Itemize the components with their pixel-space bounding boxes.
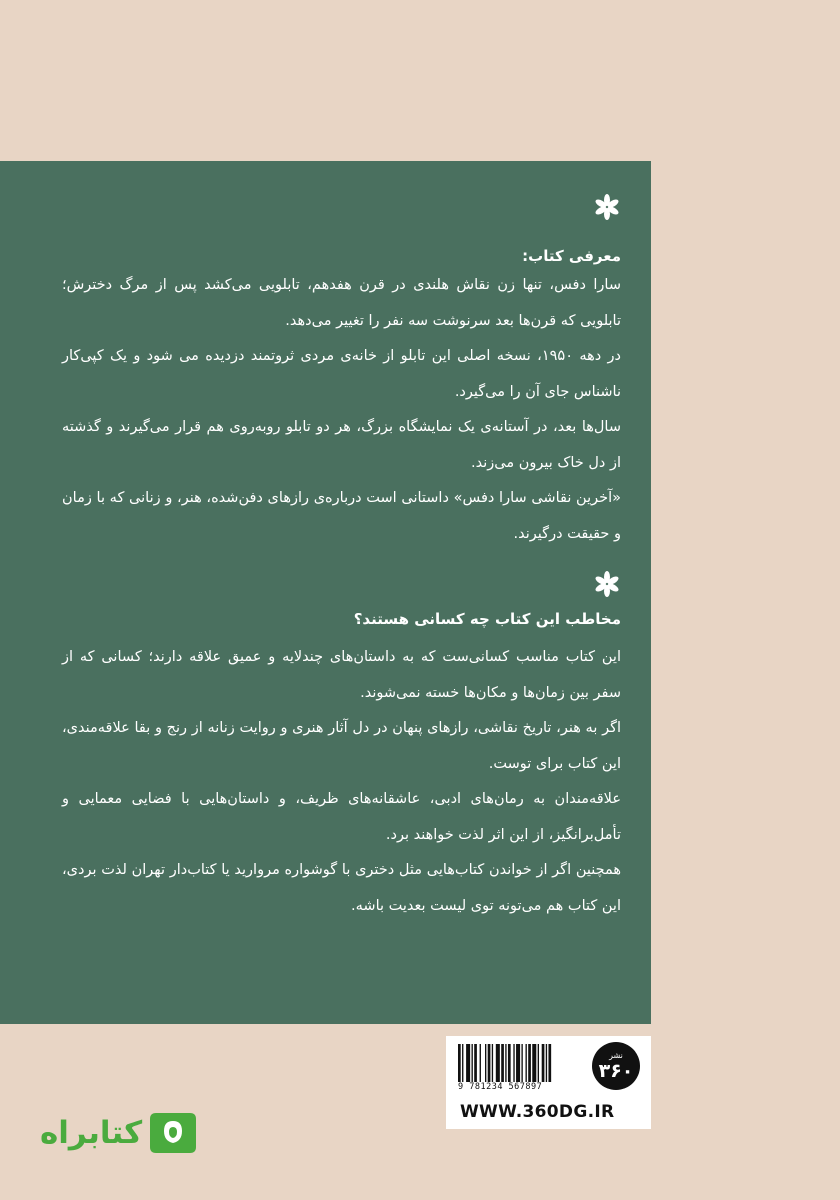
barcode-box [446,1036,651,1129]
barcode-bar [458,1044,461,1082]
publisher-logo-number: ۳۶۰ [598,1060,634,1082]
barcode-bar [488,1044,491,1082]
audience-paragraph-3: علاقه‌مندان به رمان‌های ادبی، عاشقانه‌های ظریف، و داستان‌هایی با فضایی معمایی و تأمل‌برانگیز، از این اثر لذت خواهند برد. [62,791,621,843]
barcode-bar [492,1044,493,1082]
barcode-bar [496,1044,500,1082]
ketabrah-logo-icon [146,1107,200,1159]
barcode-bar [472,1044,473,1082]
website-url: WWW.360DG.IR [460,1102,615,1122]
barcode-bar [532,1044,536,1082]
barcode-bar [548,1044,551,1082]
intro-paragraph-3: سال‌ها بعد، در آستانه‌ی یک نمایشگاه بزرگ، هر دو تابلو روبه‌روی هم قرار می‌گیرند و گذشته از دل خاک بیرون می‌زند. [62,419,621,471]
intro-heading: معرفی کتاب: [522,247,621,265]
barcode-bar [546,1044,547,1082]
barcode-bar [542,1044,545,1082]
barcode-bar [538,1044,539,1082]
audience-paragraph-2: اگر به هنر، تاریخ نقاشی، رازهای پنهان در دل آثار هنری و روایت زنانه از رنج و بقا علاقه‌مندی، این کتاب برای توست. [62,720,621,772]
barcode [458,1044,584,1082]
barcode-bar [526,1044,527,1082]
barcode-bar [485,1044,486,1082]
brand-name: کتابراه [40,1115,143,1151]
barcode-bar [480,1044,481,1082]
isbn-digits: 9 781234 567897 [458,1082,543,1092]
barcode-bar [516,1044,520,1082]
barcode-bar [505,1044,506,1082]
barcode-bar [513,1044,514,1082]
barcode-bar [508,1044,511,1082]
audience-heading: مخاطب این کتاب چه کسانی هستند؟ [353,610,621,628]
intro-paragraph-2: در دهه ۱۹۵۰، نسخه اصلی این تابلو از خانه‌ی مردی ثروتمند دزدیده می شود و یک کپی‌کار ناشناس جای آن را می‌گیرد. [62,348,622,400]
back-cover-panel [0,161,651,1024]
asterisk-flower-icon [593,193,621,221]
publisher-logo-small-text: نشر [609,1051,623,1060]
publisher-360-logo [591,1041,641,1091]
barcode-bar [521,1044,522,1082]
intro-paragraph-1: سارا دفس، تنها زن نقاش هلندی در قرن هفدهم، تابلویی می‌کشد پس از مرگ دخترش؛ تابلویی که قرن‌ها بعد سرنوشت سه نفر را تغییر می‌دهد. [62,277,621,329]
intro-paragraph-4: «آخرین نقاشی سارا دفس» داستانی است درباره‌ی رازهای دفن‌شده، هنر، و زنانی که با زمان و حقیقت درگیرند. [62,490,621,542]
barcode-bar [466,1044,470,1082]
asterisk-flower-icon [593,570,621,598]
barcode-bar [528,1044,531,1082]
ketabrah-brand [40,1108,220,1158]
audience-paragraph-1: این کتاب مناسب کسانی‌ست که به داستان‌های چندلایه و عمیق علاقه دارند؛ کسانی که از سفر بین زمان‌ها و مکان‌ها خسته نمی‌شوند. [62,649,621,701]
barcode-bar [474,1044,477,1082]
barcode-bar [462,1044,463,1082]
barcode-bar [501,1044,504,1082]
audience-paragraph-4: همچنین اگر از خواندن کتاب‌هایی مثل دختری با گوشواره مروارید یا کتاب‌دار تهران لذت بردی، این کتاب هم می‌تونه توی لیست بعدیت باشه. [62,862,621,914]
